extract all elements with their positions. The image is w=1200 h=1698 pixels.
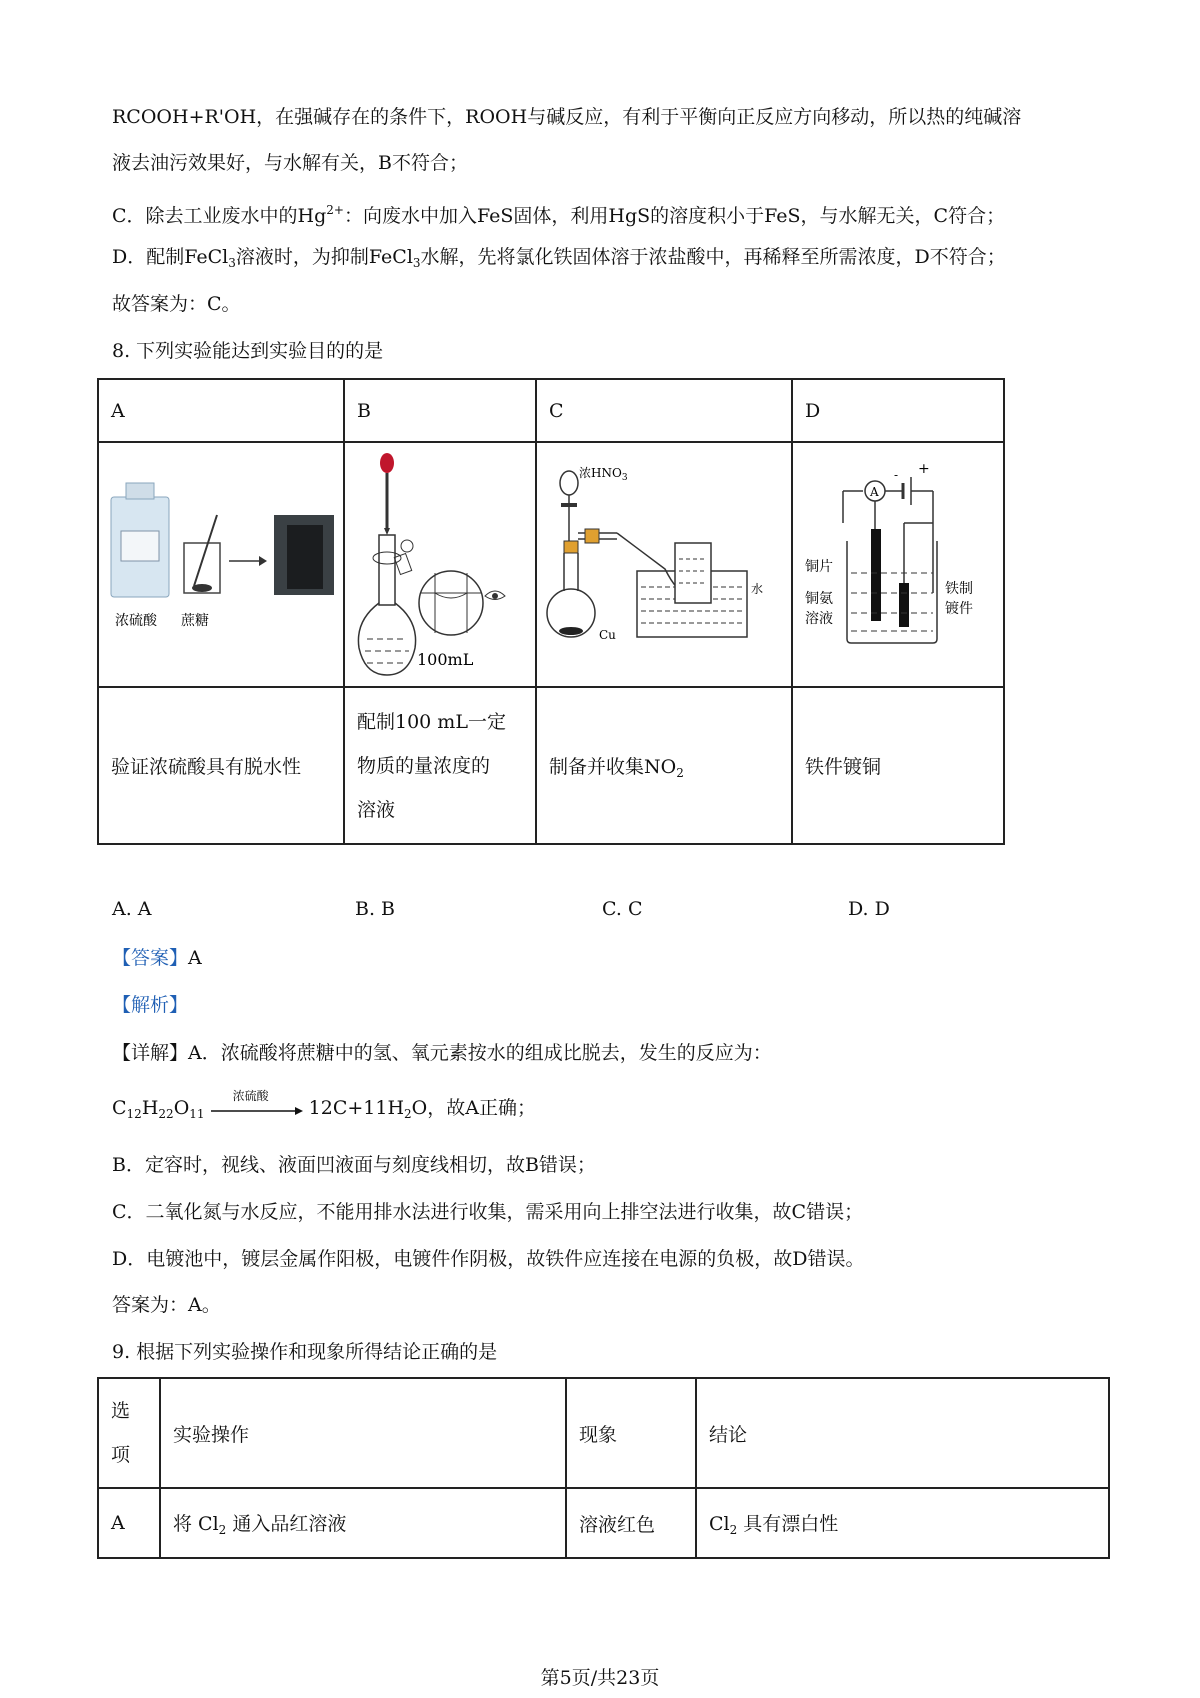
question-8-table [97,378,1005,845]
row-a-operation: 将 $Cl_2$ 通入品红溶液 [160,1488,566,1558]
label-iron-made: 铁制 [945,581,973,597]
answer-line: 【答案】A [112,947,202,969]
detail-b: B．定容时，视线、液面凹液面与刻度线相切，故B错误； [112,1154,596,1176]
label-copper: Cu [599,628,616,642]
page-footer: 第5页/共23页 [540,1667,660,1689]
analysis-heading: 【解析】 [112,994,189,1016]
arrow-icon [211,1105,303,1117]
header-operation: 实验操作 [160,1378,566,1488]
electroplating-figure [793,443,1003,681]
explanation-line-1: RCOOH+R'OH，在强碱存在的条件下，ROOH与碱反应，有利于平衡向正反应方向移动，所以热的纯碱溶 [112,106,1022,128]
header-option: 选 项 [98,1378,160,1488]
label-negative: - [894,468,899,482]
label-100ml: 100mL [417,650,474,669]
row-a-conclusion: $Cl_2$ 具有漂白性 [696,1488,1109,1558]
explanation-option-c: C．除去工业废水中的$Hg^{2+}$：向废水中加入FeS固体，利用HgS的溶度积小于FeS，与水解无关，C符合； [112,203,1006,227]
row-a-option: A [98,1488,160,1558]
label-positive: + [918,461,930,477]
figure-d-cell [792,442,1004,687]
volumetric-flask-figure [345,443,535,681]
header-c: C [536,379,792,442]
label-water: 水 [751,582,764,596]
header-conclusion: 结论 [696,1378,1109,1488]
explanation-option-d: D．配制FeCl$_3$溶液时，为抑制FeCl$_3$水解，先将氯化铁固体溶于浓盐酸中，再稀释至所需浓度，D不符合； [112,246,1006,270]
option-c[interactable]: C. C [602,898,643,920]
purpose-d: 铁件镀铜 [792,687,1004,844]
label-ammeter: A [870,485,879,499]
label-copper-plate: 铜片 [805,559,833,575]
option-a[interactable]: A. A [112,898,152,920]
detail-c: C．二氧化氮与水反应，不能用排水法进行收集，需采用向上排空法进行收集，故C错误； [112,1201,864,1223]
sugar-dehydration-figure [99,443,343,681]
header-phenomenon: 现象 [566,1378,696,1488]
reaction-arrow: 浓硫酸 [211,1099,303,1119]
detail-d: D．电镀池中，镀层金属作阳极，电镀件作阴极，故铁件应连接在电源的负极，故D错误。 [112,1248,865,1270]
header-a: A [98,379,344,442]
final-answer: 答案为：A。 [112,1294,221,1316]
question-8-stem: 8. 下列实验能达到实验目的的是 [112,340,384,362]
purpose-a: 验证浓硫酸具有脱水性 [98,687,344,844]
no2-apparatus-figure [537,443,791,681]
question-9-table [97,1377,1110,1559]
figure-c-cell [536,442,792,687]
label-solution: 溶液 [805,611,833,627]
label-cuprammonium: 铜氨 [805,591,833,607]
purpose-b: 配制100 mL一定 物质的量浓度的 溶液 [344,687,536,844]
option-b[interactable]: B. B [355,898,396,920]
answer-q7: 故答案为：C。 [112,293,241,315]
option-d[interactable]: D. D [848,898,890,920]
detail-a: 【详解】A．浓硫酸将蔗糖中的氢、氧元素按水的组成比脱去，发生的反应为： [112,1042,772,1064]
explanation-line-2: 液去油污效果好，与水解有关，B不符合； [112,152,468,174]
row-a-phenomenon: 溶液红色 [566,1488,696,1558]
question-9-stem: 9. 根据下列实验操作和现象所得结论正确的是 [112,1341,498,1363]
purpose-c: 制备并收集$NO_2$ [536,687,792,844]
reaction-equation: $C_{12}H_{22}O_{11}$ 浓硫酸 $12C+11H_2O$，故A正确； [112,1089,536,1121]
label-sucrose: 蔗糖 [181,613,209,629]
label-conc-hno3: 浓$HNO_3$ [579,466,628,483]
header-d: D [792,379,1004,442]
header-b: B [344,379,536,442]
figure-b-cell [344,442,536,687]
figure-a-cell [98,442,344,687]
label-plated-part: 镀件 [945,601,973,617]
label-conc-sulfuric-acid: 浓硫酸 [115,613,157,629]
